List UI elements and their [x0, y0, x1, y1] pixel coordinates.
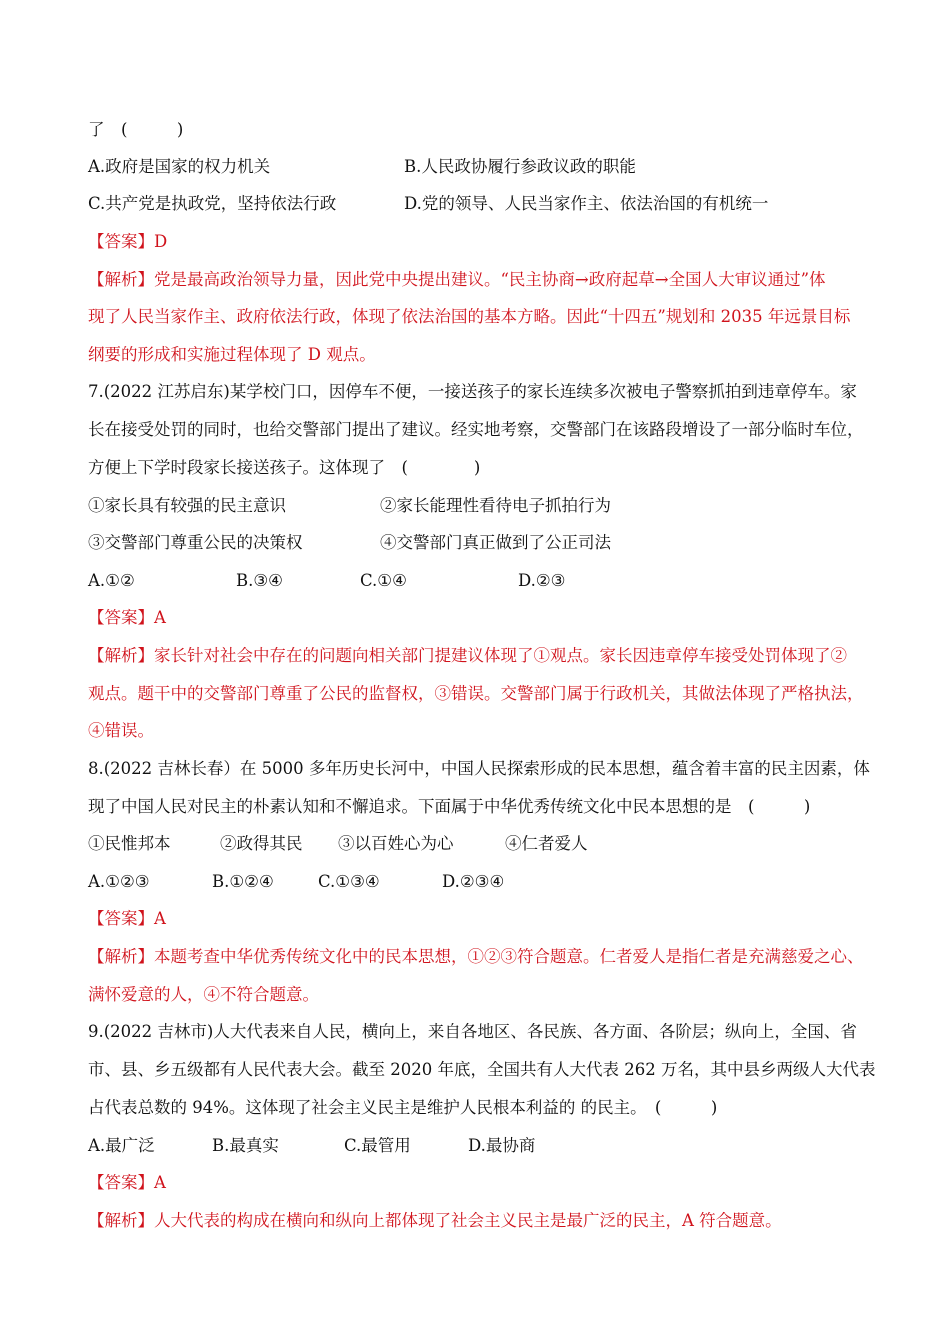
question-9-stem-line: 9.(2022 吉林市)人大代表来自人民，横向上，来自各地区、各民族、各方面、各阶层；纵向上，全国、省 — [88, 1022, 857, 1041]
question-7-stem-line: 长在接受处罚的同时，也给交警部门提出了建议。经实地考察，交警部门在该路段增设了一部分临时车位， — [88, 420, 864, 439]
question-8-analysis-line: 满怀爱意的人，④不符合题意。 — [88, 985, 319, 1004]
question-8-option-d: D.②③④ — [442, 872, 505, 891]
question-7-answer: 【答案】A — [88, 608, 166, 627]
question-7-analysis-line: ④错误。 — [88, 721, 154, 740]
question-8-option-a: A.①②③ — [88, 872, 150, 891]
question-6-analysis-line: 纲要的形成和实施过程体现了 D 观点。 — [88, 345, 376, 364]
question-7-option-c: C.①④ — [360, 571, 407, 590]
question-6-stem-tail: 了 ( ) — [88, 120, 184, 139]
question-9-answer: 【答案】A — [88, 1173, 166, 1192]
question-6-option-a: A.政府是国家的权力机关 — [88, 157, 271, 176]
question-8-item-3: ③以百姓心为心 — [338, 834, 454, 853]
question-8-item-4: ④仁者爱人 — [505, 834, 588, 853]
question-6-analysis-line: 【解析】党是最高政治领导力量，因此党中央提出建议。“民主协商→政府起草→全国人大审议通过”体 — [88, 270, 826, 289]
question-8-option-b: B.①②④ — [212, 872, 274, 891]
question-7-stem-line: 方便上下学时段家长接送孩子。这体现了 ( ) — [88, 458, 481, 477]
question-9-option-c: C.最管用 — [344, 1136, 411, 1155]
question-6-analysis-line: 现了人民当家作主、政府依法行政，体现了依法治国的基本方略。因此“十四五”规划和 2035 年远景目标 — [88, 307, 851, 326]
question-9-stem-line: 占代表总数的 94%。这体现了社会主义民主是维护人民根本利益的 的民主。 ( ) — [88, 1098, 718, 1117]
question-7-item-4: ④交警部门真正做到了公正司法 — [380, 533, 611, 552]
question-8-analysis-line: 【解析】本题考查中华优秀传统文化中的民本思想，①②③符合题意。仁者爱人是指仁者是充满慈爱之心、 — [88, 947, 864, 966]
question-7-stem-line: 7.(2022 江苏启东)某学校门口，因停车不便，一接送孩子的家长连续多次被电子警察抓拍到违章停车。家 — [88, 382, 857, 401]
question-8-item-1: ①民惟邦本 — [88, 834, 171, 853]
question-9-analysis-line: 【解析】人大代表的构成在横向和纵向上都体现了社会主义民主是最广泛的民主，A 符合题意。 — [88, 1211, 782, 1230]
question-7-item-3: ③交警部门尊重公民的决策权 — [88, 533, 303, 552]
question-7-analysis-line: 【解析】家长针对社会中存在的问题向相关部门提建议体现了①观点。家长因违章停车接受处罚体现了② — [88, 646, 847, 665]
question-9-option-a: A.最广泛 — [88, 1136, 155, 1155]
question-9-option-b: B.最真实 — [212, 1136, 279, 1155]
question-9-stem-line: 市、县、乡五级都有人民代表大会。截至 2020 年底，全国共有人大代表 262 万名，其中县乡两级人大代表 — [88, 1060, 876, 1079]
question-6-answer: 【答案】D — [88, 232, 168, 251]
question-7-item-1: ①家长具有较强的民主意识 — [88, 496, 286, 515]
question-7-option-b: B.③④ — [236, 571, 283, 590]
question-6-option-c: C.共产党是执政党，坚持依法行政 — [88, 194, 337, 213]
question-9-option-d: D.最协商 — [468, 1136, 536, 1155]
question-8-stem-line: 8.(2022 吉林长春）在 5000 多年历史长河中，中国人民探索形成的民本思想，蕴含着丰富的民主因素，体 — [88, 759, 870, 778]
question-8-item-2: ②政得其民 — [220, 834, 303, 853]
question-7-option-a: A.①② — [88, 571, 135, 590]
question-7-analysis-line: 观点。题干中的交警部门尊重了公民的监督权，③错误。交警部门属于行政机关，其做法体现了严格执法， — [88, 684, 864, 703]
question-8-option-c: C.①③④ — [318, 872, 380, 891]
question-8-answer: 【答案】A — [88, 909, 166, 928]
question-6-option-b: B.人民政协履行参政议政的职能 — [404, 157, 636, 176]
question-7-option-d: D.②③ — [518, 571, 566, 590]
question-8-stem-line: 现了中国人民对民主的朴素认知和不懈追求。下面属于中华优秀传统文化中民本思想的是 ( ) — [88, 797, 811, 816]
question-7-item-2: ②家长能理性看待电子抓拍行为 — [380, 496, 611, 515]
question-6-option-d: D.党的领导、人民当家作主、依法治国的有机统一 — [404, 194, 769, 213]
